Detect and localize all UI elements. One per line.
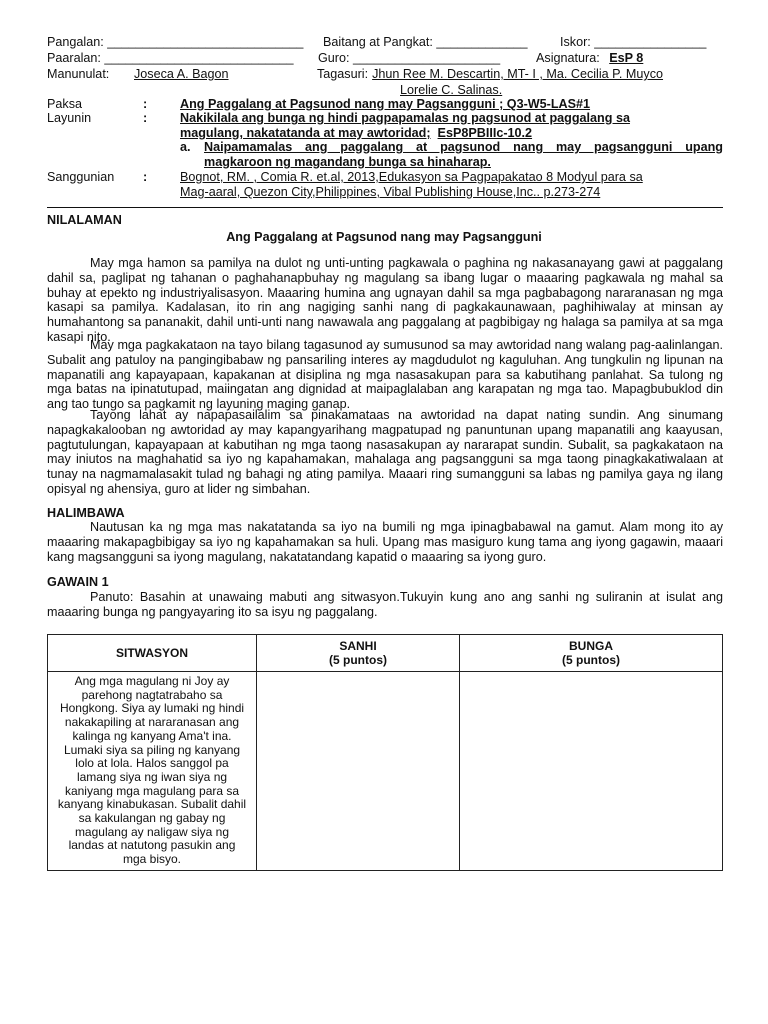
- paksa-label: Paksa: [47, 97, 83, 111]
- tagasuri-label-text: Tagasuri:: [317, 67, 369, 81]
- tagasuri-value: Jhun Ree M. Descartin, MT- I , Ma. Cecilia P. Muyco: [372, 67, 664, 81]
- section-divider: [47, 207, 723, 208]
- table-row: [48, 672, 723, 871]
- sitwasyon-text: Ang mga magulang ni Joy ay parehong nagtatrabaho sa Hongkong. Siya ay lumaki ng hindi nakakapiling at nararanasan ang kalinga ng kanyang Ama't ina. Lumaki siya sa piling ng kanyang lolo at lola. Halos sanggol pa lamang siya ng iwan siya ng kaniyang mga magulang para sa kanyang kinabukasan. Subalit dahil sa kakulangan ng gabay ng magulang ay naligaw siya ng landas at natutong pasukin ang mga bisyo.: [57, 674, 247, 867]
- layunin-code: EsP8PBIIIc-10.2: [437, 126, 533, 140]
- tagasuri-value-line2: Lorelie C. Salinas.: [400, 83, 503, 97]
- layunin-line2-text: magulang, nakatatanda at may awtoridad;: [180, 126, 431, 140]
- bunga-points: (5 puntos): [562, 653, 620, 667]
- guro-field[interactable]: Guro: _____________________: [318, 51, 501, 65]
- sanggunian-label: Sanggunian: [47, 170, 115, 184]
- layunin-line2: [180, 126, 532, 140]
- nilalaman-heading: NILALAMAN: [47, 213, 122, 227]
- sanggunian-line2: Mag-aaral, Quezon City,Philippines, Vibal Publishing House,Inc.. p.273-274: [180, 185, 601, 199]
- paksa-colon: :: [143, 97, 148, 111]
- asignatura-label: [536, 51, 657, 65]
- baitang-pangkat-field[interactable]: Baitang at Pangkat: _____________: [323, 35, 528, 49]
- gawain-panuto: Panuto: Basahin at unawaing mabuti ang sitwasyon.Tukuyin kung ano ang sanhi ng suliranin at isulat ang maaaring bunga ng pangyayaring ito sa isyu ng paggalang.: [47, 590, 723, 619]
- sanggunian-line1: Bognot, RM. , Comia R. et.al, 2013,Edukasyon sa Pagpapakatao 8 Modyul para sa: [180, 170, 643, 184]
- sanhi-points: (5 puntos): [329, 653, 387, 667]
- layunin-label: Layunin: [47, 111, 92, 125]
- activity-table: [47, 634, 723, 871]
- asignatura-label-text: Asignatura:: [536, 51, 600, 65]
- sitwasyon-cell: [48, 672, 257, 871]
- nilalaman-paragraph-2: May mga pagkakataon na tayo bilang tagasunod ay sumusunod sa may awtoridad nang walang pag-aalinlangan. Subalit ang patuloy na pangingibabaw ng pansariling interes ay magdudulot ng kaguluhan. Ang tungkulin ng lipunan na mapanatili ang kapayapaan, kapakanan at disiplina ng mga nasasakupan para sa kabutihang panlahat. Sa tulong ng mga batas na ipinatutupad, maiingatan ang dignidad at maipaglalaban ang karapatan ng mga tao. Mapagbubuklod din ang tao tungo sa pagkamit ng layuning maging ganap.: [47, 338, 723, 412]
- halimbawa-text: Nautusan ka ng mga mas nakatatanda sa iyo na bumili ng mga ipinagbabawal na gamut. Alam mong ito ay maaaring makapagbibigay sa iyo ng kapahamakan sa huli. Upang mas masiguro kung tama ang iyong gagawin, maaari kang magsangguni sa iyong magulang, nakatatandang kapatid o maaaring sa iyong guro.: [47, 520, 723, 564]
- paaralan-field[interactable]: Paaralan: ___________________________: [47, 51, 294, 65]
- sanhi-header-label: SANHI: [339, 639, 377, 653]
- asignatura-value: EsP 8: [609, 51, 644, 65]
- iskor-field[interactable]: Iskor: ________________: [560, 35, 707, 49]
- layunin-colon: :: [143, 111, 148, 125]
- manunulat-label: Manunulat:: [47, 67, 110, 81]
- sitwasyon-header-label: SITWASYON: [115, 646, 188, 660]
- nilalaman-title: Ang Paggalang at Pagsunod nang may Pagsangguni: [226, 230, 542, 244]
- bunga-header: [460, 635, 723, 672]
- sub-objective-line1: Naipamamalas ang paggalang at pagsunod nang may pagsangguni upang: [204, 140, 723, 154]
- sub-objective-line2: magkaroon ng magandang bunga sa hinaharap.: [204, 155, 491, 169]
- sub-objective-marker: a.: [180, 140, 191, 154]
- table-header-row: [48, 635, 723, 672]
- bunga-header-label: BUNGA: [569, 639, 613, 653]
- gawain-heading: GAWAIN 1: [47, 575, 109, 589]
- sanhi-header: [257, 635, 460, 672]
- tagasuri-label: [317, 67, 663, 81]
- nilalaman-paragraph-3: Tayong lahat ay napapasailalim sa pinakamataas na awtoridad na dapat nating sundin. Ang sinumang napagkakalooban ng awtoridad ay may kapangyarihang magpatupad ng panuntunan upang mapanatili ang kaayusan, pagtutulungan, kapayapaan at kabutihan ng mga taong nasasakupan ay nararapat sundin. Subalit, sa pagkakataon na may iniutos na maghahatid sa iyo ng kapahamakan, mahalaga ang pagsangguni sa mga taong pinagkakatiwalaan at tunay na nagmamalasakit tulad ng bahagi ng ating pamilya. Maaari ring sumangguni sa labas ng pamilya gaya ng ilang opisyal ng ahensiya, guro at lider ng simbahan.: [47, 408, 723, 496]
- sitwasyon-header: [48, 635, 257, 672]
- sanhi-answer-cell[interactable]: [257, 672, 460, 871]
- pangalan-field[interactable]: Pangalan: ____________________________: [47, 35, 304, 49]
- paksa-value: Ang Paggalang at Pagsunod nang may Pagsangguni ; Q3-W5-LAS#1: [180, 97, 591, 111]
- sanggunian-colon: :: [143, 170, 148, 184]
- layunin-line1: Nakikilala ang bunga ng hindi pagpapamalas ng pagsunod at paggalang sa: [180, 111, 630, 125]
- nilalaman-paragraph-1: May mga hamon sa pamilya na dulot ng unti-unting pagkawala o paghina ng nakasanayang gawi at paggalang dahil sa, paglipat ng tahanan o paghahanapbuhay ng magulang sa ibang lugar o maaaring pagkawala ng mahal sa buhay at epekto ng industriyalisasyon. Maaaring humina ang ugnayan dahil sa mga pagbabagong nararanasan ng mga kasapi sa pamilya. Kadalasan, ito rin ang nagiging sanhi nang di pagkakaunawaan, paghihiwalay at minsan ay humahantong sa pananakit, dahil unti-unti nang nawawala ang paggalang at pagbibigay ng halaga sa pamilya at sa mga kasapi nito.: [47, 256, 723, 344]
- halimbawa-heading: HALIMBAWA: [47, 506, 125, 520]
- manunulat-value: Joseca A. Bagon: [134, 67, 229, 81]
- bunga-answer-cell[interactable]: [460, 672, 723, 871]
